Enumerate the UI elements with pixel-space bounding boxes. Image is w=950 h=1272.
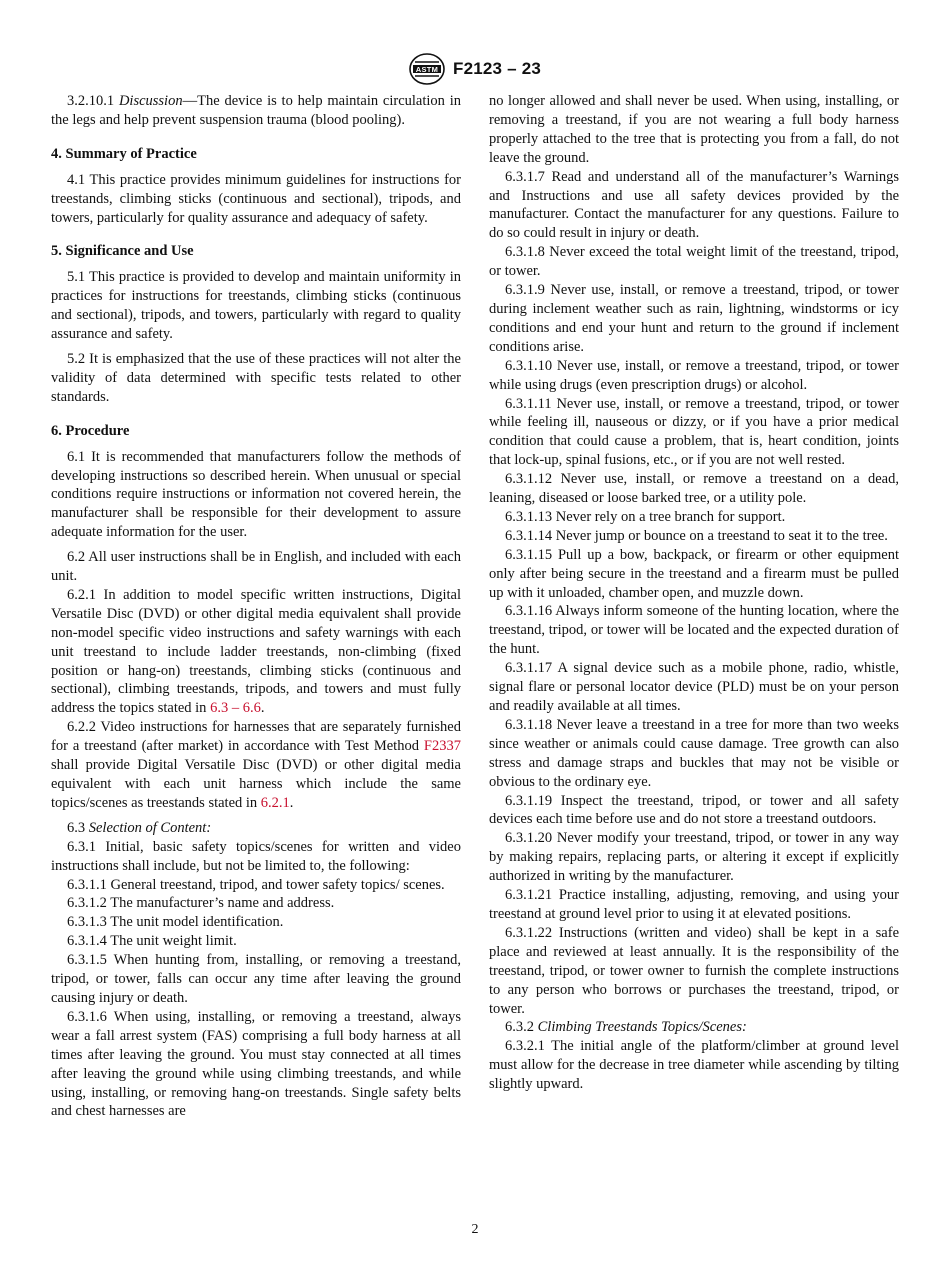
para-6-3-1-11: 6.3.1.11 Never use, install, or remove a treestand, tripod, or tower while feeling ill, nauseous or dizzy, or if you have a prior medical condition that could cause a problem, that is, heart condition, joints that lock-up, spinal fusions, etc., or if you are not well rested. <box>489 395 899 469</box>
section-6-heading: 6. Procedure <box>51 422 130 439</box>
para-6-3-2-1: 6.3.2.1 The initial angle of the platform/climber at ground level must allow for the decrease in tree diameter while ascending by tilting slightly upward. <box>489 1038 899 1093</box>
para-6-3-1-13: 6.3.1.13 Never rely on a tree branch for support. <box>505 508 786 525</box>
para-6-2-1: 6.2.1 In addition to model specific written instructions, Digital Versatile Disc (DVD) or other digital media equivalent shall provide non-model specific video instructions and safety warnings with each unit treestand to include ladder treestands, non-climbing (fixed position or hang-on) treestands, climbing sticks (continuous and sectional), climbing treestands, tripods, and towers and must fully address the topics stated in 6.3 – 6.6. <box>51 586 461 717</box>
link-6-3-to-6-6[interactable]: 6.3 – 6.6 <box>210 700 261 717</box>
page-header <box>0 52 950 86</box>
para-6-3-1-15: 6.3.1.15 Pull up a bow, backpack, or firearm or other equipment only after being secure in the treestand and a firearm must be pulled up with it unloaded, chamber open, and muzzle down. <box>489 546 899 601</box>
para-5-1: 5.1 This practice is provided to develop and maintain uniformity in practices for instructions for treestands, climbing sticks (continuous and sectional), tripods, and towers, particularly with regard to quality assurance and safety. <box>51 269 461 343</box>
para-6-3-1-2: 6.3.1.2 The manufacturer’s name and address. <box>67 895 335 912</box>
para-6-3-1-6-continued: no longer allowed and shall never be used. When using, installing, or removing a treestand, if you are not wearing a full body harness properly attached to the tree that is protecting you from a fall, do not leave the ground. <box>489 93 899 166</box>
para-6-3-1-6: 6.3.1.6 When using, installing, or removing a treestand, always wear a fall arrest system (FAS) comprising a full body harness at all times after leaving the ground. You must stay connected at all times after leaving the ground while using climbing treestands, and while using, installing, or removing hang-on treestands. Single safety belts and chest harnesses are <box>51 1008 461 1120</box>
para-6-3: 6.3 Selection of Content: <box>67 819 212 836</box>
para-6-3-1-5: 6.3.1.5 When hunting from, installing, or removing a treestand, tripod, or tower, falls can occur any time after leaving the ground causing injury or death. <box>51 952 461 1006</box>
para-6-1: 6.1 It is recommended that manufacturers follow the methods of developing instructions so described herein. When unusual or special conditions require instructions or information not covered herein, the manufacturer shall be responsible for their development to assure adequate information for the user. <box>51 448 461 541</box>
link-f2337[interactable]: F2337 <box>423 738 461 755</box>
section-4-heading: 4. Summary of Practice <box>51 145 197 162</box>
para-6-2: 6.2 All user instructions shall be in English, and included with each unit. <box>51 549 461 585</box>
para-6-3-1-3: 6.3.1.3 The unit model identification. <box>67 914 284 931</box>
astm-logo-text: ASTM <box>415 64 439 74</box>
para-6-3-1-10: 6.3.1.10 Never use, install, or remove a treestand, tripod, or tower while using drugs (even prescription drugs) or alcohol. <box>489 357 899 393</box>
para-6-3-1-21: 6.3.1.21 Practice installing, adjusting, removing, and using your treestand at ground level prior to using it at elevated positions. <box>489 887 899 922</box>
right-column <box>489 92 899 1094</box>
section-5-heading: 5. Significance and Use <box>51 243 194 260</box>
para-6-3-1-22: 6.3.1.22 Instructions (written and video) shall be kept in a safe place and reviewed at least annually. It is the responsibility of the treestand, tripod, or tower owner to furnish the complete instructions to any person who borrows or purchases the treestand, tripod, or tower. <box>489 924 899 1017</box>
para-6-2-2: 6.2.2 Video instructions for harnesses that are separately furnished for a treestand (after market) in accordance with Test Method F2337 shall provide Digital Versatile Disc (DVD) or other digital media equivalent with each unit harness which include the same topics/scenes as treestands stated in 6.2.1. <box>51 719 461 811</box>
para-6-3-2: 6.3.2 Climbing Treestands Topics/Scenes: <box>505 1019 747 1036</box>
para-5-2: 5.2 It is emphasized that the use of these practices will not alter the validity of data determined with specific tests related to other standards. <box>51 350 461 405</box>
para-6-3-1-16: 6.3.1.16 Always inform someone of the hunting location, where the treestand, tripod, or tower will be located and the expected duration of the hunt. <box>489 603 899 658</box>
para-3-2-10-1: 3.2.10.1 Discussion—The device is to help maintain circulation in the legs and help prevent suspension trauma (blood pooling). <box>51 93 462 128</box>
para-6-3-1-1: 6.3.1.1 General treestand, tripod, and tower safety topics/ scenes. <box>67 876 445 893</box>
para-6-3-1-19: 6.3.1.19 Inspect the treestand, tripod, or tower and all safety devices each time before use and do not store a treestand outdoors. <box>489 792 899 828</box>
para-6-3-1-14: 6.3.1.14 Never jump or bounce on a treestand to seat it to the tree. <box>505 527 888 544</box>
para-6-3-1-7: 6.3.1.7 Read and understand all of the manufacturer’s Warnings and Instructions and use all safety devices provided by the manufacturer. Contact the manufacturer for any questions. Failure to do so could result in injury or death. <box>489 168 899 242</box>
para-6-3-1-8: 6.3.1.8 Never exceed the total weight limit of the treestand, tripod, or tower. <box>489 244 899 280</box>
para-6-3-1-4: 6.3.1.4 The unit weight limit. <box>67 933 237 950</box>
astm-logo-icon <box>409 52 445 86</box>
para-4-1: 4.1 This practice provides minimum guidelines for instructions for treestands, climbing sticks (continuous and sectional), tripods, and towers, particularly for quality assurance and adequacy of safety. <box>51 171 461 226</box>
para-6-3-1-17: 6.3.1.17 A signal device such as a mobile phone, radio, whistle, signal flare or personal locator device (PLD) must be on your person and readily available at all times. <box>489 660 899 714</box>
left-column <box>51 92 461 1121</box>
para-6-3-1: 6.3.1 Initial, basic safety topics/scenes for written and video instructions shall include, but not be limited to, the following: <box>51 838 461 874</box>
para-6-3-1-20: 6.3.1.20 Never modify your treestand, tripod, or tower in any way by making repairs, replacing parts, or altering it except if explicitly authorized in writing by the manufacturer. <box>489 830 899 885</box>
para-6-3-1-18: 6.3.1.18 Never leave a treestand in a tree for more than two weeks since weather or animals could cause damage. Tree growth can also stress and damage straps and buckles that may not be visible or obvious to the ordinary eye. <box>489 716 899 790</box>
document-id: F2123 – 23 <box>452 59 541 78</box>
para-6-3-1-9: 6.3.1.9 Never use, install, or remove a treestand, tripod, or tower during inclement weather such as rain, lightning, windstorms or icy conditions and end your hunt and return to the ground if inclement conditions arise. <box>489 282 899 355</box>
para-6-3-1-12: 6.3.1.12 Never use, install, or remove a treestand on a dead, leaning, diseased or loose barked tree, or a utility pole. <box>489 471 899 507</box>
link-6-2-1[interactable]: 6.2.1 <box>260 794 290 811</box>
page-number: 2 <box>471 1222 479 1237</box>
